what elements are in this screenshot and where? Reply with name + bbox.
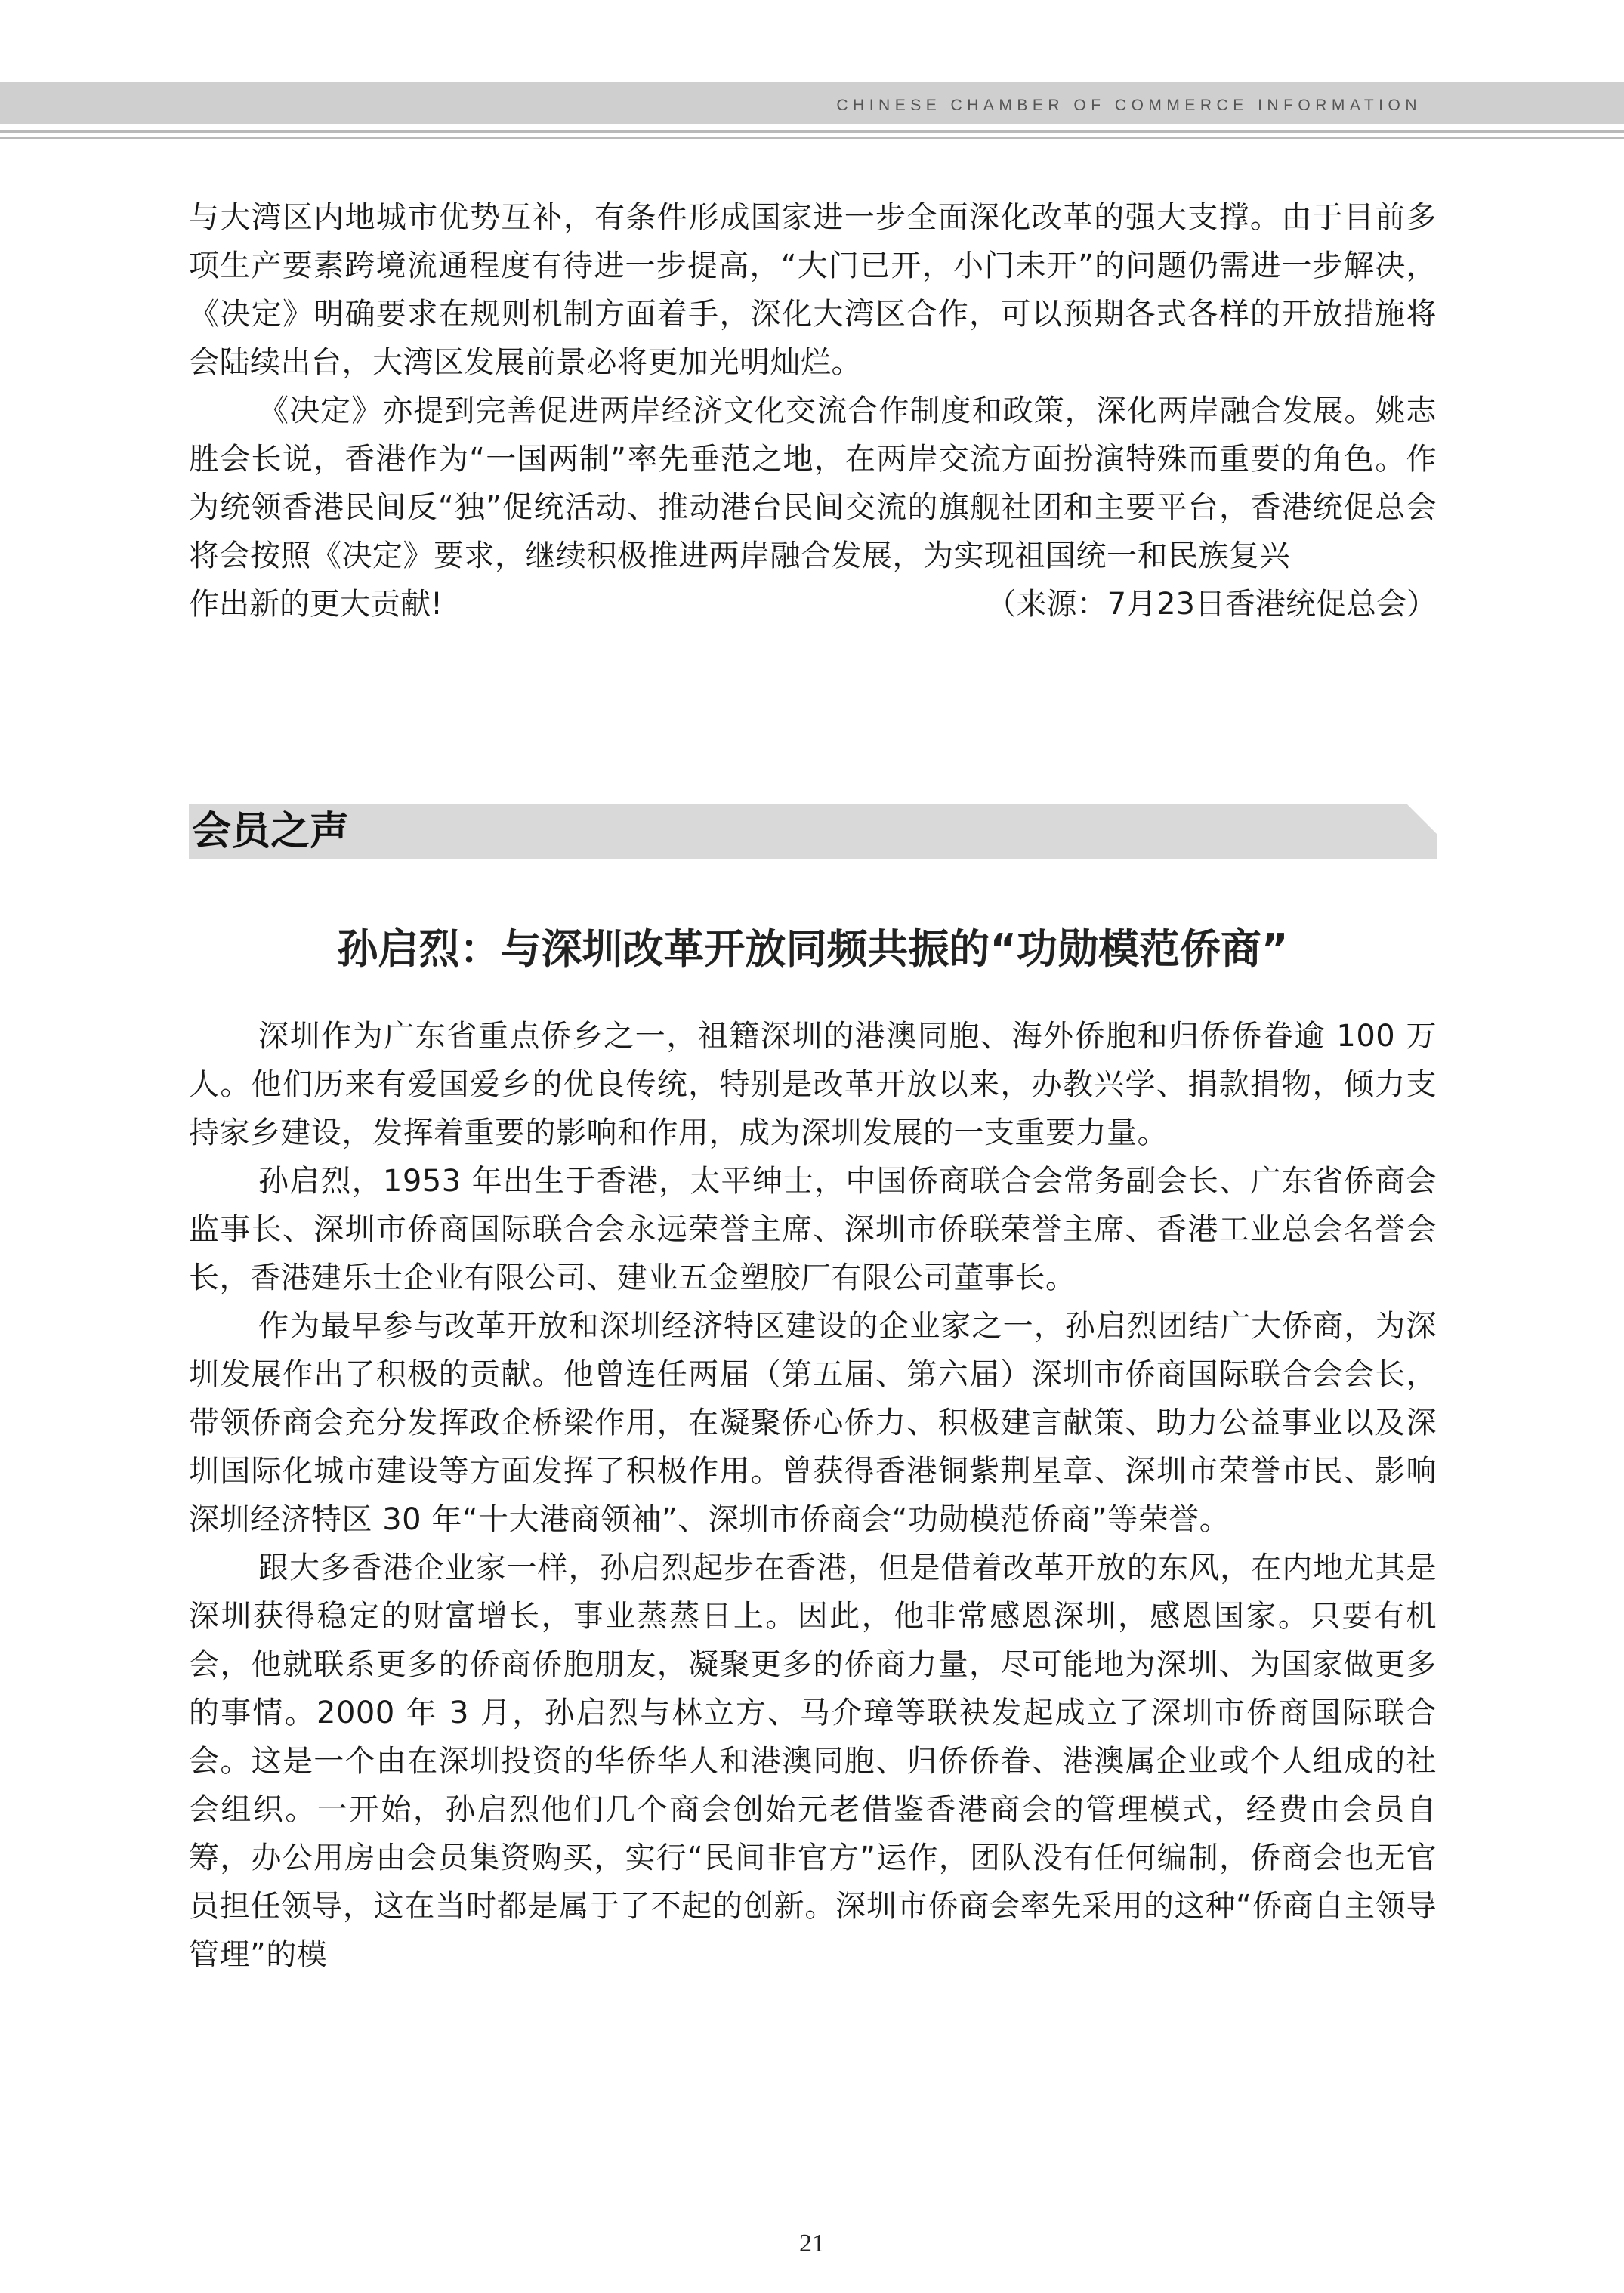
- intro-closing-line: [189, 580, 1437, 628]
- intro-paragraph-2-end: 作出新的更大贡献!: [189, 587, 443, 622]
- article-paragraph-1: 深圳作为广东省重点侨乡之一，祖籍深圳的港澳同胞、海外侨胞和归侨侨眷逾 100 万人。他们历来有爱国爱乡的优良传统，特别是改革开放以来，办教兴学、捐款捐物，倾力支持家乡建设，发挥着重要的影响和作用，成为深圳发展的一支重要力量。: [189, 1019, 1437, 1150]
- article-paragraph-2: 孙启烈，1953 年出生于香港，太平绅士，中国侨商联合会常务副会长、广东省侨商会监事长、深圳市侨商国际联合会永远荣誉主席、深圳市侨联荣誉主席、香港工业总会名誉会长，香港建乐士企业有限公司、建业五金塑胶厂有限公司董事长。: [189, 1164, 1437, 1295]
- article-title: 孙启烈：与深圳改革开放同频共振的“功勋模范侨商”: [337, 925, 1289, 973]
- header-rule-thin: [0, 137, 1624, 139]
- article-paragraph-3: 作为最早参与改革开放和深圳经济特区建设的企业家之一，孙启烈团结广大侨商，为深圳发展作出了积极的贡献。他曾连任两届（第五届、第六届）深圳市侨商国际联合会会长，带领侨商会充分发挥政企桥梁作用，在凝聚侨心侨力、积极建言献策、助力公益事业以及深圳国际化城市建设等方面发挥了积极作用。曾获得香港铜紫荆星章、深圳市荣誉市民、影响深圳经济特区 30 年“十大港商领袖”、深圳市侨商会“功勋模范侨商”等荣誉。: [189, 1309, 1437, 1537]
- article-body: [189, 1012, 1437, 1979]
- page-number: 21: [799, 2230, 825, 2258]
- section-title: 会员之声: [192, 808, 350, 854]
- header-rule: [0, 130, 1624, 133]
- article-paragraph-4: 跟大多香港企业家一样，孙启烈起步在香港，但是借着改革开放的东风，在内地尤其是深圳获得稳定的财富增长，事业蒸蒸日上。因此，他非常感恩深圳，感恩国家。只要有机会，他就联系更多的侨商侨胞朋友，凝聚更多的侨商力量，尽可能地为深圳、为国家做更多的事情。2000 年 3 月，孙启烈与林立方、马介璋等联袂发起成立了深圳市侨商国际联合会。这是一个由在深圳投资的华侨华人和港澳同胞、归侨侨眷、港澳属企业或个人组成的社会组织。一开始，孙启烈他们几个商会创始元老借鉴香港商会的管理模式，经费由会员自筹，办公用房由会员集资购买，实行“民间非官方”运作，团队没有任何编制，侨商会也无官员担任领导，这在当时都是属于了不起的创新。深圳市侨商会率先采用的这种“侨商自主领导管理”的模: [189, 1551, 1437, 1972]
- intro-paragraph-2: 《决定》亦提到完善促进两岸经济文化交流合作制度和政策，深化两岸融合发展。姚志胜会长说，香港作为“一国两制”率先垂范之地，在两岸交流方面扮演特殊而重要的角色。作为统领香港民间反“独”促统活动、推动港台民间交流的旗舰社团和主要平台，香港统促总会将会按照《决定》要求，继续积极推进两岸融合发展，为实现祖国统一和民族复兴: [189, 393, 1437, 573]
- intro-paragraph-1: 与大湾区内地城市优势互补，有条件形成国家进一步全面深化改革的强大支撑。由于目前多项生产要素跨境流通程度有待进一步提高，“大门已开，小门未开”的问题仍需进一步解决，《决定》明确要求在规则机制方面着手，深化大湾区合作，可以预期各式各样的开放措施将会陆续出台，大湾区发展前景必将更加光明灿烂。: [189, 200, 1437, 380]
- running-header: CHINESE CHAMBER OF COMMERCE INFORMATION: [836, 97, 1422, 114]
- section-banner: [189, 804, 1437, 859]
- source-note: （来源：7月23日香港统促总会）: [986, 587, 1437, 622]
- intro-text: [189, 193, 1437, 628]
